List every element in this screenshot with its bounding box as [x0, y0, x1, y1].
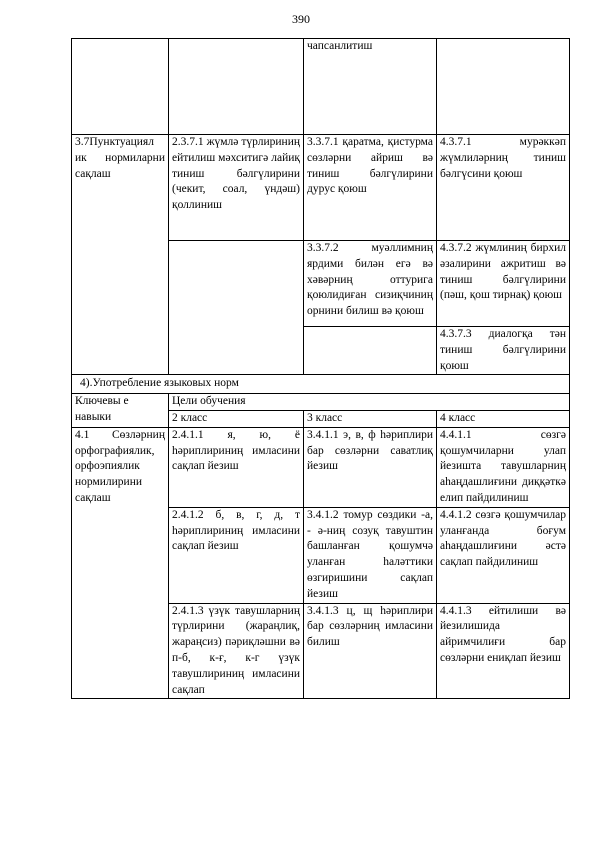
cell-goal-4: 4.3.7.3 диалогқа тән тиниш бәлгүлирини қоюш: [437, 327, 570, 375]
cell-empty: [72, 39, 169, 135]
header-grade-4: 4 класс: [437, 410, 570, 427]
cell-skill-punctuation: 3.7Пунктуациял ик нормиларни сақлаш: [72, 135, 169, 375]
cell-empty: [169, 241, 304, 375]
table-row: [72, 427, 570, 507]
cell-goal-4: 4.4.1.1 сөзгә қошумчиларни улап йезишта тавушларниң аһаңдашлиғини диққәткә елип пайдилиниш: [437, 427, 570, 507]
cell-empty: [304, 327, 437, 375]
cell-empty: [437, 39, 570, 135]
header-grade-2: 2 класс: [169, 410, 304, 427]
section-title-row: [72, 375, 570, 394]
cell-goal-4: 4.3.7.1 мурәккәп жүмлиләрниң тиниш бәлгүсини қоюш: [437, 135, 570, 241]
cell-goal-3: 3.3.7.1 қаратма, қистурма сөзләрни айриш вә тиниш бәлгүлирини дурус қоюш: [304, 135, 437, 241]
cell-goal-2: 2.4.1.1 я, ю, ё һәриплириниң имласини сақлап йезиш: [169, 427, 304, 507]
cell-goal-3: 3.3.7.2 муәллимниң ярдими билән егә вә хәвәрниң оттурига қоюлидиған сизиқчиниң орнини билиш вә қоюш: [304, 241, 437, 327]
page-number: 390: [292, 12, 310, 26]
cell-goal-4: 4.4.1.3 ейтилиши вә йезилишида айримчилиғи бар сөзләрни ениқлап йезиш: [437, 603, 570, 699]
cell-goal-4: 4.4.1.2 сөзгә қошумчилар уланғанда боғум аһаңдашлиғини әстә сақлап пайдилиниш: [437, 507, 570, 603]
curriculum-table: [71, 38, 570, 699]
header-key-skills: Ключевы е навыки: [72, 394, 169, 428]
cell-goal-3: 3.4.1.2 томур сөздики -а, - ә-ниң созуқ тавуштин башланған қошумчә уланған һаләттики өзгиришини сақлап йезиш: [304, 507, 437, 603]
table-header-row: [72, 394, 570, 411]
table-row-continuation: [72, 39, 570, 135]
section-title: 4).Употребление языковых норм: [72, 375, 570, 394]
cell-skill-orthography: 4.1 Сөзләрниң орфографиялик, орфоэпиялик нормилирини сақлаш: [72, 427, 169, 699]
table-row: [72, 135, 570, 241]
header-learning-goals: Цели обучения: [169, 394, 570, 411]
cell-goal-2: 2.4.1.3 үзүк тавушларниң түрлирини (жараңлиқ, жараңсиз) пәриқләшни вә п-б, к-ғ, к-г үзүк тавушлириниң имласини сақлап: [169, 603, 304, 699]
cell-goal-2: 2.4.1.2 б, в, г, д, т һәриплириниң имласини сақлап йезиш: [169, 507, 304, 603]
cell-goal-4: 4.3.7.2 жүмлиниң бирхил әзалирини ажритиш вә тиниш бәлгүлирини (пәш, қош тирнақ) қоюш: [437, 241, 570, 327]
header-grade-3: 3 класс: [304, 410, 437, 427]
cell-continuation-3: чапсанлитиш: [304, 39, 437, 135]
cell-goal-2: 2.3.7.1 жүмлә түрлириниң ейтилиш мәхситигә лайиқ тиниш бәлгүлирини (чекит, соал, үндәш) қоллиниш: [169, 135, 304, 241]
cell-goal-3: 3.4.1.3 ц, щ һәриплири бар сөзләрниң имласини билиш: [304, 603, 437, 699]
cell-goal-3: 3.4.1.1 э, в, ф һәриплири бар сөзләрни саватлиқ йезиш: [304, 427, 437, 507]
cell-empty: [169, 39, 304, 135]
